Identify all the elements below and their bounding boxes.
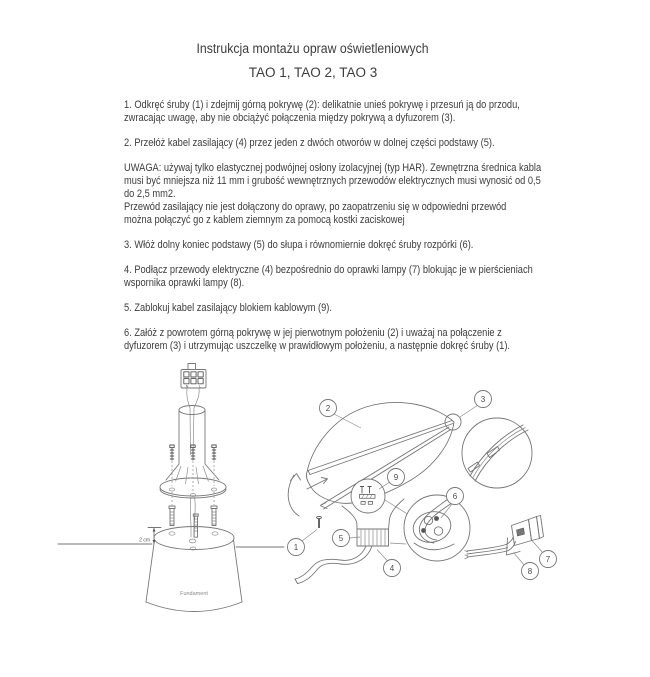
assembly-diagrams xyxy=(0,355,650,677)
page-title xyxy=(0,41,626,56)
foundation-diagram xyxy=(58,364,284,612)
step-4 xyxy=(124,264,594,290)
callout-3 xyxy=(475,391,492,408)
instruction-line: Przewód zasilający nie jest dołączony do oprawy, po zaopatrzeniu się w odpowiedni przewód xyxy=(124,201,507,213)
terminal-n-label: N xyxy=(185,384,189,389)
magnifier-line xyxy=(385,500,409,515)
magnifier-line xyxy=(390,543,406,544)
terminal-l-label: L xyxy=(199,384,201,389)
page-title-text: Instrukcja montażu opraw oświetleniowych xyxy=(196,41,430,56)
callout-6 xyxy=(447,488,464,505)
instruction-line: 3. Włóż dolny koniec podstawy (5) do słupa i równomiernie dokręć śruby rozpórki (6). xyxy=(124,239,474,251)
note-uwaga xyxy=(124,162,594,227)
instruction-line: 2. Przełóż kabel zasilający (4) przez jeden z dwóch otworów w dolnej części podstawy (5). xyxy=(124,137,495,149)
anchor-bolt-icon xyxy=(169,492,175,526)
callout-4 xyxy=(384,560,401,577)
instruction-line: dyfuzorem (3) i utrzymując uszczelkę w prawidłowym położeniu, a następnie dokręć śruby (1). xyxy=(124,340,511,352)
step-1 xyxy=(124,99,594,125)
step-3 xyxy=(124,239,594,252)
instruction-line: można połączyć go z kablem ziemnym za pomocą kostki zaciskowej xyxy=(124,214,405,226)
svg-text:4: 4 xyxy=(389,564,395,573)
step-5 xyxy=(124,302,594,315)
pole-base-tube xyxy=(179,406,205,465)
dimension-label: 2 cm xyxy=(139,537,150,544)
instruction-line: do 2,5 mm2. xyxy=(124,188,176,200)
dimension-2cm xyxy=(139,528,161,545)
instruction-line: 6. Załóż z powrotem górną pokrywę w jej pierwotnym położeniu (2) i uważaj na połączenie z xyxy=(124,327,502,339)
power-cable xyxy=(295,546,372,584)
foundation-block xyxy=(146,527,242,612)
instruction-line: musi być mniejsza niż 11 mm i grubość wewnętrznych przewodów elektrycznych musi wynosić od 0,5 xyxy=(124,175,541,187)
luminaire-diagram xyxy=(288,391,557,584)
svg-text:1: 1 xyxy=(293,543,299,552)
svg-text:3: 3 xyxy=(480,395,486,404)
foundation-label: Fundament xyxy=(180,591,208,597)
svg-text:9: 9 xyxy=(393,473,399,482)
callout-2 xyxy=(320,400,337,417)
instruction-line: wspornika oprawki lampy (8). xyxy=(124,277,245,289)
lamp-socket xyxy=(465,516,544,560)
cable-block-detail-circle xyxy=(351,479,385,513)
step-6 xyxy=(124,327,594,353)
svg-text:6: 6 xyxy=(452,492,458,501)
callout-9 xyxy=(388,469,405,486)
svg-text:8: 8 xyxy=(527,567,533,576)
screw-icon xyxy=(191,445,195,492)
callout-8 xyxy=(522,563,539,580)
instruction-line: 4. Podłącz przewody elektryczne (4) bezpośrednio do oprawki lampy (7) blokując je w pierścieniach xyxy=(124,264,533,276)
instruction-line: zwracając uwagę, aby nie obciążyć połączenia między pokrywą a dyfuzorem (3). xyxy=(124,112,456,124)
instruction-line: 5. Zablokuj kabel zasilający blokiem kablowym (9). xyxy=(124,302,332,314)
anchor-bolt-icon xyxy=(193,514,198,537)
svg-text:7: 7 xyxy=(545,555,551,564)
base-bottom-detail-circle xyxy=(404,495,470,561)
terminal-block-icon xyxy=(181,364,206,389)
callout-7 xyxy=(540,551,557,568)
edge-detail-circle xyxy=(462,418,532,488)
step-2 xyxy=(124,137,594,150)
instruction-line: 1. Odkręć śruby (1) i zdejmij górną pokrywę (2): delikatnie unieś pokrywę i przesuń ją do przodu, xyxy=(124,99,520,111)
callout-5 xyxy=(333,530,350,547)
slide-arrow xyxy=(307,478,328,490)
svg-text:2: 2 xyxy=(325,404,331,413)
anchor-bolt-icon xyxy=(211,492,217,526)
svg-text:5: 5 xyxy=(338,534,344,543)
instructions xyxy=(124,99,594,365)
page-subtitle: TAO 1, TAO 2, TAO 3 xyxy=(248,65,378,80)
instruction-line: UWAGA: używaj tylko elastycznej podwójnej osłony izolacyjnej (typ HAR). Zewnętrzna średnica kabla xyxy=(124,162,542,174)
anchor-bolts xyxy=(169,492,217,537)
cover-screw-icon xyxy=(317,516,322,528)
rotate-arrow xyxy=(288,474,300,517)
diffuser-edge xyxy=(308,421,453,475)
callout-1 xyxy=(288,539,305,556)
